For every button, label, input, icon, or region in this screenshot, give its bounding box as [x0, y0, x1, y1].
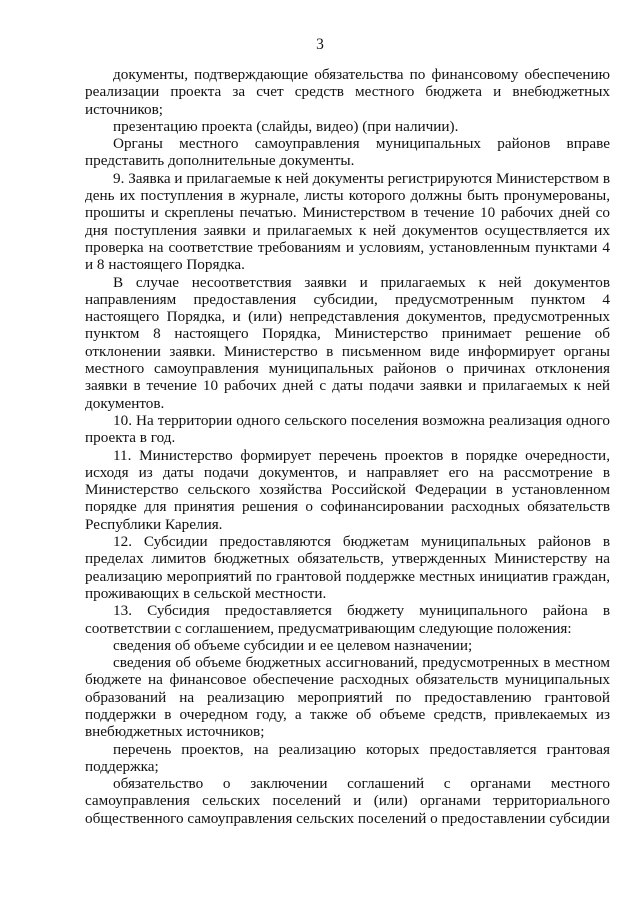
- paragraph-presentation: презентацию проекта (слайды, видео) (при наличии).: [113, 117, 459, 135]
- page-number: 3: [316, 36, 324, 53]
- paragraph-item-10: 10. На территории одного сельского поселения возможна реализация одного проекта в год.: [85, 411, 610, 447]
- paragraph-additional-documents: Органы местного самоуправления муниципальных районов вправе представить дополнительные документы.: [85, 135, 610, 170]
- paragraph-item-13: 13. Субсидия предоставляется бюджету муниципального района в соответствии с соглашением, предусматривающим следующие положения:: [85, 602, 610, 637]
- paragraph-budget-allocations: сведения об объеме бюджетных ассигнований, предусмотренных в местном бюджете на финансовое обеспечение расходных обязательств муниципальных образований на реализацию мероприятий по предоставлению грантовой поддержки в очередном году, а также об объеме средств, привлекаемых из внебюджетных источников;: [85, 654, 610, 741]
- paragraph-documents-obligations: документы, подтверждающие обязательства по финансовому обеспечению реализации проекта за счет средств местного бюджета и внебюджетных источников;: [85, 66, 610, 118]
- paragraph-item-11: 11. Министерство формирует перечень проектов в порядке очередности, исходя из даты подачи документов, и направляет его на рассмотрение в Министерство сельского хозяйства Российской Федерации в установленном порядке для принятия решения о софинансировании расходных обязательств Республики Карелия.: [85, 446, 610, 533]
- paragraph-project-list: перечень проектов, на реализацию которых предоставляется грантовая поддержка;: [85, 740, 610, 775]
- paragraph-item-9: 9. Заявка и прилагаемые к ней документы регистрируются Министерством в день их поступления в журнале, листы которого должны быть пронумерованы, прошиты и скреплены печатью. Министерством в течение 10 рабочих дней со дня поступления заявки и прилагаемых к ней документов осуществляется их проверка на соответствие требованиям и условиям, установленным пунктами 4 и 8 настоящего Порядка.: [85, 169, 610, 274]
- document-body: [85, 66, 610, 827]
- paragraph-subsidy-volume: сведения об объеме субсидии и ее целевом назначении;: [113, 636, 473, 654]
- paragraph-item-12: 12. Субсидии предоставляются бюджетам муниципальных районов в пределах лимитов бюджетных обязательств, утвержденных Министерству на реализацию мероприятий по грантовой поддержке местных инициатив граждан, проживающих в сельской местности.: [85, 533, 610, 602]
- paragraph-rejection: В случае несоответствия заявки и прилагаемых к ней документов направлениям предоставления субсидии, предусмотренным пунктом 4 настоящего Порядка, и (или) непредставления документов, предусмотренных пунктом 8 настоящего Порядка, Министерство принимает решение об отклонении заявки. Министерство в письменном виде информирует органы местного самоуправления муниципальных районов о причинах отклонения заявки в течение 10 рабочих дней с даты подачи заявки и прилагаемых к ней документов.: [85, 273, 610, 412]
- paragraph-obligation-agreements: обязательство о заключении соглашений с органами местного самоуправления сельских поселений и (или) органами территориального общественного самоуправления сельских поселений о предоставлении субсидии: [85, 775, 610, 827]
